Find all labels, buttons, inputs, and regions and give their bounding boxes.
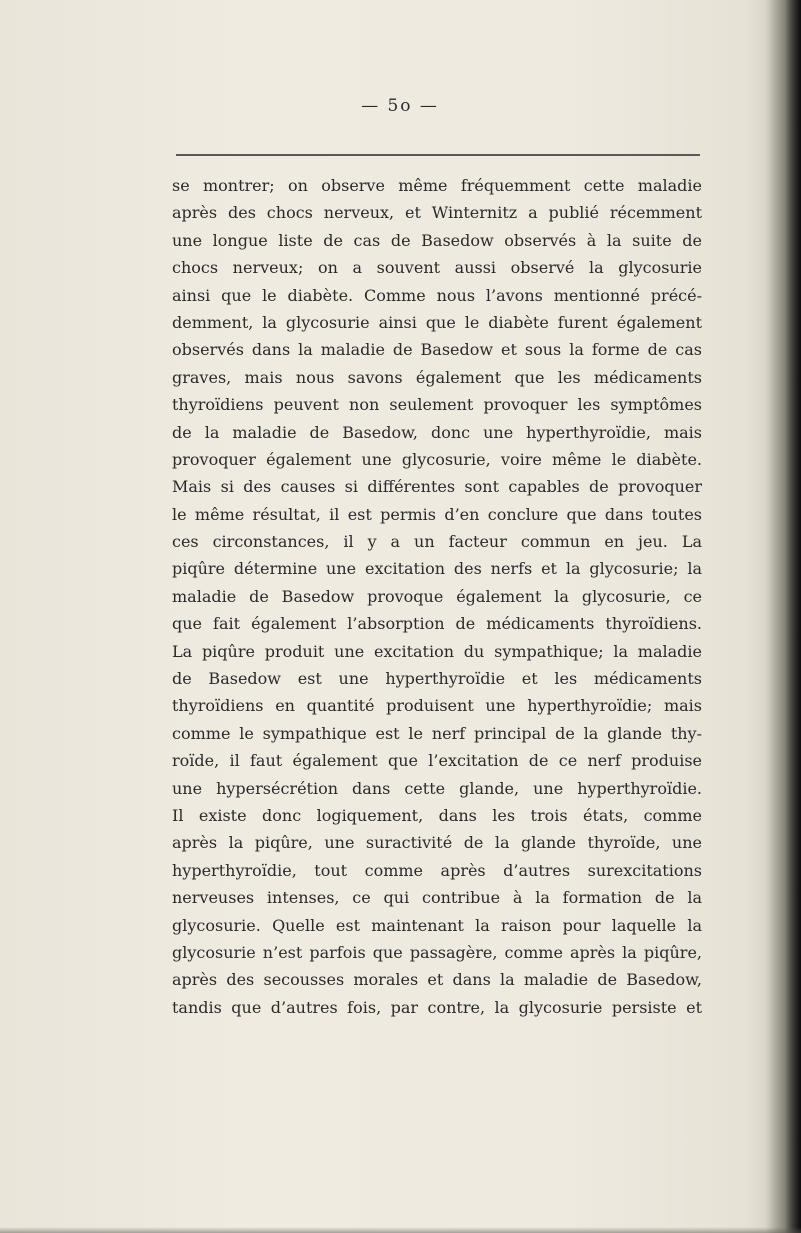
- text-line: chocs nerveux; on a souvent aussi observé la glycosurie: [172, 258, 702, 278]
- text-line: hyperthyroïdie, tout comme après d’autres surexcitations: [172, 860, 702, 880]
- text-line: comme le sympathique est le nerf principal de la glande thy-: [172, 723, 702, 743]
- text-line: provoquer également une glycosurie, voire même le diabète.: [172, 449, 702, 469]
- text-line: de Basedow est une hyperthyroïdie et les médicaments: [172, 669, 702, 689]
- text-line: demment, la glycosurie ainsi que le diabète furent également: [172, 312, 702, 332]
- text-line: le même résultat, il est permis d’en conclure que dans toutes: [172, 504, 702, 524]
- bottom-edge: [0, 1227, 801, 1233]
- text-line: après des secousses morales et dans la maladie de Basedow,: [172, 970, 702, 990]
- text-line: Il existe donc logiquement, dans les trois états, comme: [172, 805, 702, 825]
- text-line: ainsi que le diabète. Comme nous l’avons mentionné précé-: [172, 285, 702, 305]
- text-line: thyroïdiens en quantité produisent une hyperthyroïdie; mais: [172, 696, 702, 716]
- page-edge-shadow: [765, 0, 801, 1233]
- text-line: après la piqûre, une suractivité de la glande thyroïde, une: [172, 833, 702, 853]
- text-line: La piqûre produit une excitation du sympathique; la maladie: [172, 641, 702, 661]
- text-line: nerveuses intenses, ce qui contribue à la formation de la: [172, 888, 702, 908]
- text-line: se montrer; on observe même fréquemment cette maladie: [172, 176, 702, 195]
- text-line: roïde, il faut également que l’excitation de ce nerf produise: [172, 751, 702, 771]
- text-line: observés dans la maladie de Basedow et sous la forme de cas: [172, 340, 702, 360]
- page-number-header: — 5o —: [361, 96, 439, 116]
- text-line: Mais si des causes si différentes sont capables de provoquer: [172, 477, 702, 497]
- text-line: piqûre détermine une excitation des nerfs et la glycosurie; la: [172, 559, 702, 579]
- body-text: [172, 172, 702, 1021]
- text-line: une hypersécrétion dans cette glande, une hyperthyroïdie.: [172, 778, 702, 798]
- text-line: thyroïdiens peuvent non seulement provoquer les symptômes: [172, 395, 702, 415]
- text-line: ces circonstances, il y a un facteur commun en jeu. La: [172, 532, 702, 552]
- text-line: une longue liste de cas de Basedow observés à la suite de: [172, 230, 702, 250]
- text-line: après des chocs nerveux, et Winternitz a publié récemment: [172, 203, 702, 223]
- text-line: maladie de Basedow provoque également la glycosurie, ce: [172, 586, 702, 606]
- text-line: de la maladie de Basedow, donc une hyperthyroïdie, mais: [172, 422, 702, 442]
- text-line: que fait également l’absorption de médicaments thyroïdiens.: [172, 614, 702, 634]
- text-line: glycosurie n’est parfois que passagère, comme après la piqûre,: [172, 942, 702, 962]
- header-rule: [176, 154, 700, 156]
- text-line: tandis que d’autres fois, par contre, la glycosurie persiste et: [172, 997, 702, 1017]
- text-line: glycosurie. Quelle est maintenant la raison pour laquelle la: [172, 915, 702, 935]
- text-line: graves, mais nous savons également que les médicaments: [172, 367, 702, 387]
